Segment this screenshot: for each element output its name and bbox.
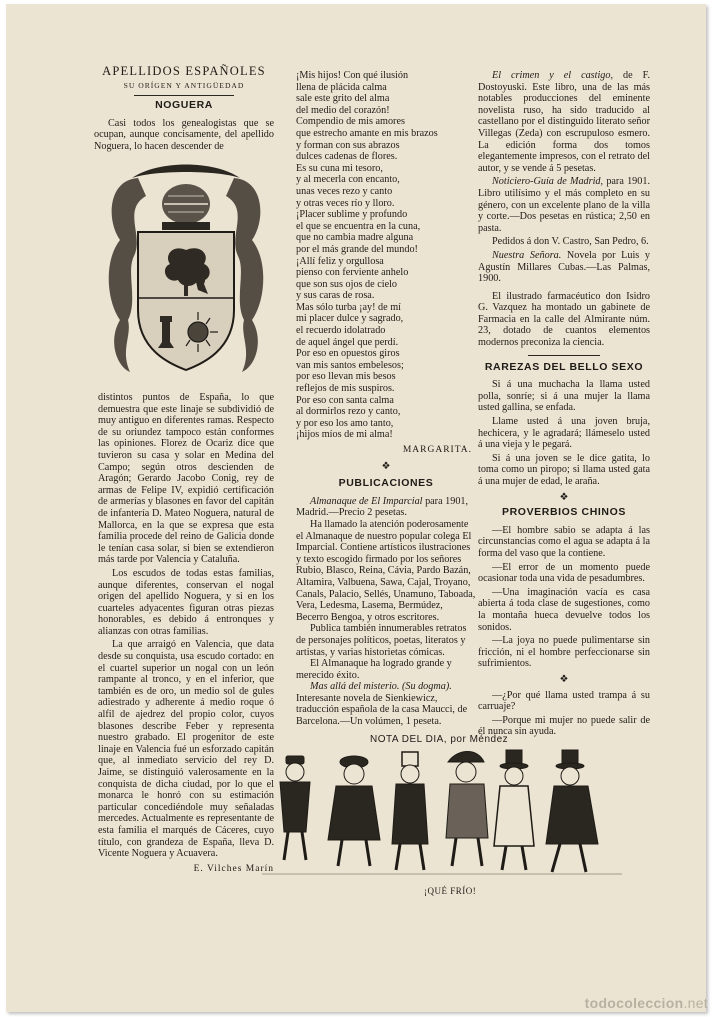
paragraph: —El error de un momento puede ocasionar toda una vida de pesadumbres.	[478, 561, 650, 585]
column-2: ¡Mis hijos! Con qué ilusión llena de plácida calma sale este grito del alma del medio del corazón! Compendio de mis amores que estrecho amante en mis brazos y forman con sus abrazos dulces cadenas de flores. Es su cuna mi tesoro, y al mecerla con encanto, unas veces rezo y canto y otras veces río y lloro. ¡Placer sublime y profundo el que se encuentra en la cuna, que no cambia madre alguna por el más grande del mundo! ¡Allí feliz y orgullosa pienso con ferviente anhelo que son sus ojos de cielo y sus caras de rosa. Mas sólo turba ¡ay! de mí mi placer dulce y sagrado, el recuerdo idolatrado de aquel ángel que perdí. Por eso en opuestos giros van mis santos embelesos; por eso llevan mis besos reflejos de mis suspiros. Por eso con santa calma al dormirlos rezo y canto, y por eso los amo tanto, ¡hijos míos de mi alma! MARGARITA. ❖ PUBLICACIONES Almanaque de El Imparcial para 1901, Madrid.—Precio 2 pesetas. Ha llamado la atención poderosamente el Almanaque de nuestro popular colega El Imparcial. Contiene artísticos ilustraciones y texto escogido firmado por los señores Rubio, Blasco, Reina, Cávia, Pardo Bazán, Altamira, Valbuena, Sawa, Cajal, Troyano, Canals, Palacio, Sellés, Unamuno, Taboada, Vera, Ledesma, Lasema, Bermúdez, Becerro Bengoa, y otros escritores. Publica también innumerables retratos de personajes políticos, poetas, literatos y artistas, y varias historietas cómicas. El Almanaque ha logrado grande y merecido éxito. Mas allá del misterio. (Su dogma). Interesante novela de Sienkiewicz, traducción española de la casa Maucci, de Barcelona.—Un volúmen, 1 peseta.	[296, 70, 476, 728]
author-signature: E. Vilches Marín	[193, 863, 274, 874]
paragraph: El ilustrado farmacéutico don Isidro G. Vazquez ha montado un gabinete de Farmacia en la calle del Almirante núm. 23, dotado de cuantos elementos modernos preconiza la ciencia.	[478, 290, 650, 349]
paragraph: —Porque mi mujer no puede salir de él nunca sin ayuda.	[478, 714, 650, 738]
poem-line: dulces cadenas de flores.	[296, 151, 398, 163]
publication-title: Noticiero-Guía de Madrid,	[492, 176, 604, 188]
poem-line: Por eso con santa calma	[296, 394, 394, 406]
poem-line: ¡Allí feliz y orgullosa	[296, 255, 384, 267]
paragraph: Los escudos de todas estas familias, aunque diferentes, conservan el nogal origen del apellido Noguera, y si en los cuarteles adyacentes figuran otras piezas honorables, es debido á entronques y alianzas con otras familias.	[98, 567, 274, 637]
paragraph: Pedidos á don V. Castro, San Pedro, 6.	[492, 236, 649, 248]
poem-line: el que se encuentra en la cuna,	[296, 220, 421, 232]
publication-title: El crimen y el castigo,	[492, 70, 614, 81]
poem-line: al dormirlos rezo y canto,	[296, 406, 401, 418]
figure-1	[280, 756, 310, 860]
ornament-icon: ❖	[559, 673, 569, 685]
section-heading: PROVERBIOS CHINOS	[502, 506, 626, 519]
poem-line: pienso con ferviente anhelo	[296, 267, 409, 279]
poem-line: y por eso los amo tanto,	[296, 417, 394, 429]
poem-line: Compendio de mis amores	[296, 116, 405, 128]
figure-5	[494, 750, 534, 870]
poem-line: y al mecerla con encanto,	[296, 174, 400, 186]
cartoon-title: NOTA DEL DIA, por Méndez	[370, 734, 509, 745]
poem-line: ¡Mis hijos! Con qué ilusión	[296, 70, 409, 81]
column-3: El crimen y el castigo, de F. Dostoyuski. Este libro, una de las más notables producciones del eminente novelista ruso, ha sido traducido al castellano por el distinguido literato señor Villegas (Zeda) con escrupuloso esmero. La edición forma dos tomos elegantemente impresos, con el retrato del autor, y se vende á 5 pesetas. Noticiero-Guía de Madrid, para 1901. Libro utilísimo y el más completo en su género, con un excelente plano de la villa y corte.—Dos pesetas en rústica; 2,50 en pasta. Pedidos á don V. Castro, San Pedro, 6. Nuestra Señora. Novela por Luis y Agustín Millares Cubas.—Las Palmas, 1900. El ilustrado farmacéutico don Isidro G. Vazquez ha montado un gabinete de Farmacia en la calle del Almirante núm. 23, dotado de cuantos elementos modernos preconiza la ciencia. RAREZAS DEL BELLO SEXO Si á una muchacha la llama usted polla, sonríe; si á una mujer la llama usted gallina, se enfada. Llame usted á una joven bruja, hechicera, y le agradará; llámeselo usted á una vieja y le pegará. Si á una joven se le dice gatita, lo toma como un piropo; si llama usted gata á una mujer de edad, le araña. ❖ PROVERBIOS CHINOS —El hombre sabio se adapta á las circunstancias como el agua se adapta á la forma del vaso que la contiene. —El error de un momento puede ocasionar toda una vida de pesadumbres. —Una imaginación vacía es casa abierta á toda clase de sugestiones, como la montaña hueca devuelve todos los sonidos. —La joya no puede pulimentarse sin fricción, ni el hombre perfeccionarse sin sufrimientos. ❖ —¿Por qué llama usted trampa á su carruaje? —Porque mi mujer no puede salir de él nunca sin ayuda.	[478, 70, 650, 738]
poem-line: y forman con sus abrazos	[296, 139, 400, 151]
publication-title: Mas allá del misterio. (Su dogma).	[310, 681, 452, 693]
paragraph: —La joya no puede pulimentarse sin fricción, ni el hombre perfeccionarse sin sufrimientos.	[478, 635, 650, 670]
paragraph: Llame usted á una joven bruja, hechicera, y le agradará; llámeselo usted á una vieja y le pegará.	[478, 416, 650, 451]
paragraph: distintos puntos de España, lo que demuestra que este linaje se subdividió de muy antiguo en diferentes ramas. Respecto de su oriundez tampoco están conformes las opiniones. Florez de Ocariz dice que tuvieron su casa y solar en Medina del Campo; según otros descienden de Aragón; Gerardo Jacobo Conig, rey de armas de Felipe IV, expidió certificación de armerías y blasones en favor del capitán de infantería D. Mateo Noguera, natural de Mallorca, en la que se expresa que esta familia procede del reino de Galicia donde le tenían casa solar, si bien se extendieron más tarde por Valencia y Cataluña.	[98, 392, 274, 566]
poem-line: Mas sólo turba ¡ay! de mí	[296, 301, 401, 313]
poem-line: reflejos de mis suspiros.	[296, 383, 395, 395]
cartoon-illustration	[262, 748, 652, 880]
column-1-continued	[98, 392, 274, 875]
poem-line: mi placer dulce y sagrado,	[296, 313, 404, 325]
poem-line: que no cambia madre alguna	[296, 232, 414, 244]
paragraph: El Almanaque ha logrado grande y merecido éxito.	[296, 658, 452, 681]
poem-line: del medio del corazón!	[296, 104, 390, 116]
paragraph: Ha llamado la atención poderosamente el Almanaque de nuestro popular colega El Imparcial. Contiene artísticos ilustraciones y texto escogido firmado por los señores Rubio, Blasco, Reina, Cávia, Pardo Bazán, Altamira, Valbuena, Sawa, Cajal, Troyano, Canals, Palacio, Sellés, Unamuno, Taboada, Vera, Ledesma, Lasema, Bermúdez, Becerro Bengoa, y otros escritores.	[296, 518, 476, 623]
column-1	[94, 66, 274, 155]
poem-line: de aquel ángel que perdí.	[296, 336, 399, 348]
poem-line: Por eso en opuestos giros	[296, 348, 400, 360]
poem-line: llena de plácida calma	[296, 81, 387, 93]
poem-line: por eso llevan mis besos	[296, 371, 396, 383]
paragraph: La que arraigó en Valencia, que data desde su conquista, usa escudo cortado: en el cuartel superior un nogal con un león rampante al tronco, y en el inferior, que también es de oro, un medio sol de gules adiestrado y adherente á medio roque ó alfil de ajedrez del propio color, cuyos blasones describe Feber y representa nuestro grabado. El progenitor de este linaje en Valencia fué un esforzado capitán que, al inmediato servicio del rey D. Jaime, se distinguió valerosamente en la conquista de dicha ciudad, por lo que el monarca le honró con su estimación particular concediéndole muy señaladas mercedes. Actualmente es representante de esta familia el marqués de Cáceres, cuyo título, con grandeza de España, lleva D. Vicente Noguera y Acuavera.	[98, 639, 274, 860]
poem-line: ¡Placer sublime y profundo	[296, 209, 408, 221]
article-heading: NOGUERA	[155, 99, 213, 112]
poem-line: que estrecho amante en mis brazos	[296, 127, 438, 139]
paragraph: Si á una joven se le dice gatita, lo toma como un piropo; si llama usted gata á una mujer de edad, le araña.	[478, 452, 650, 487]
poem	[296, 70, 476, 441]
poem-line: que son sus ojos de cielo	[296, 278, 398, 290]
poem-signature: MARGARITA.	[402, 445, 472, 455]
figure-6	[546, 750, 598, 872]
poem-line: sale este grito del alma	[296, 93, 390, 105]
coat-of-arms-illustration	[98, 160, 274, 382]
poem-line: van mis santos embelesos;	[296, 359, 404, 371]
paragraph: —El hombre sabio se adapta á las circunstancias como el agua se adapta á la forma del vaso que la contiene.	[478, 524, 650, 559]
ornament-icon: ❖	[559, 491, 569, 503]
publication-title: Almanaque de El Imparcial	[310, 495, 423, 507]
figure-3	[392, 752, 428, 870]
figure-2	[328, 756, 380, 866]
cartoon-caption: ¡QUÉ FRÍO!	[424, 886, 477, 896]
poem-line: ¡hijos míos de mi alma!	[296, 429, 393, 441]
poem-line: y sus caras de rosa.	[296, 290, 375, 302]
watermark-logo: todocoleccion.net	[584, 995, 708, 1011]
section-subtitle: SU ORÍGEN Y ANTIGÜEDAD	[123, 80, 245, 90]
figure-4	[446, 752, 488, 867]
publication-title: Nuestra Señora.	[492, 249, 562, 261]
paragraph: —¿Por qué llama usted trampa á su carruaje?	[478, 689, 650, 713]
section-heading: RAREZAS DEL BELLO SEXO	[484, 360, 644, 373]
section-heading: PUBLICACIONES	[338, 477, 434, 490]
paragraph: Publica también innumerables retratos de personajes políticos, poetas, literatos y artistas, y varias historietas cómicas.	[296, 623, 467, 658]
poem-line: por el más grande del mundo!	[296, 243, 418, 255]
section-title: APELLIDOS ESPAÑOLES	[102, 64, 266, 78]
paragraph: Si á una muchacha la llama usted polla, sonríe; si á una mujer la llama usted gallina, se enfada.	[478, 379, 650, 414]
paragraph: —Una imaginación vacía es casa abierta á toda clase de sugestiones, como la montaña hueca devuelve todos los sonidos.	[478, 586, 650, 633]
article-intro: Casi todos los genealogistas que se ocupan, aunque concisamente, del apellido Noguera, lo hacen descender de	[94, 117, 274, 152]
poem-line: unas veces rezo y canto	[296, 185, 393, 197]
mantling-top	[132, 165, 240, 179]
poem-line: Es su cuna mi tesoro,	[296, 162, 383, 174]
poem-line: el recuerdo idolatrado	[296, 325, 386, 337]
poem-line: y otras veces río y lloro.	[296, 197, 395, 209]
ornament-icon: ❖	[381, 460, 391, 472]
